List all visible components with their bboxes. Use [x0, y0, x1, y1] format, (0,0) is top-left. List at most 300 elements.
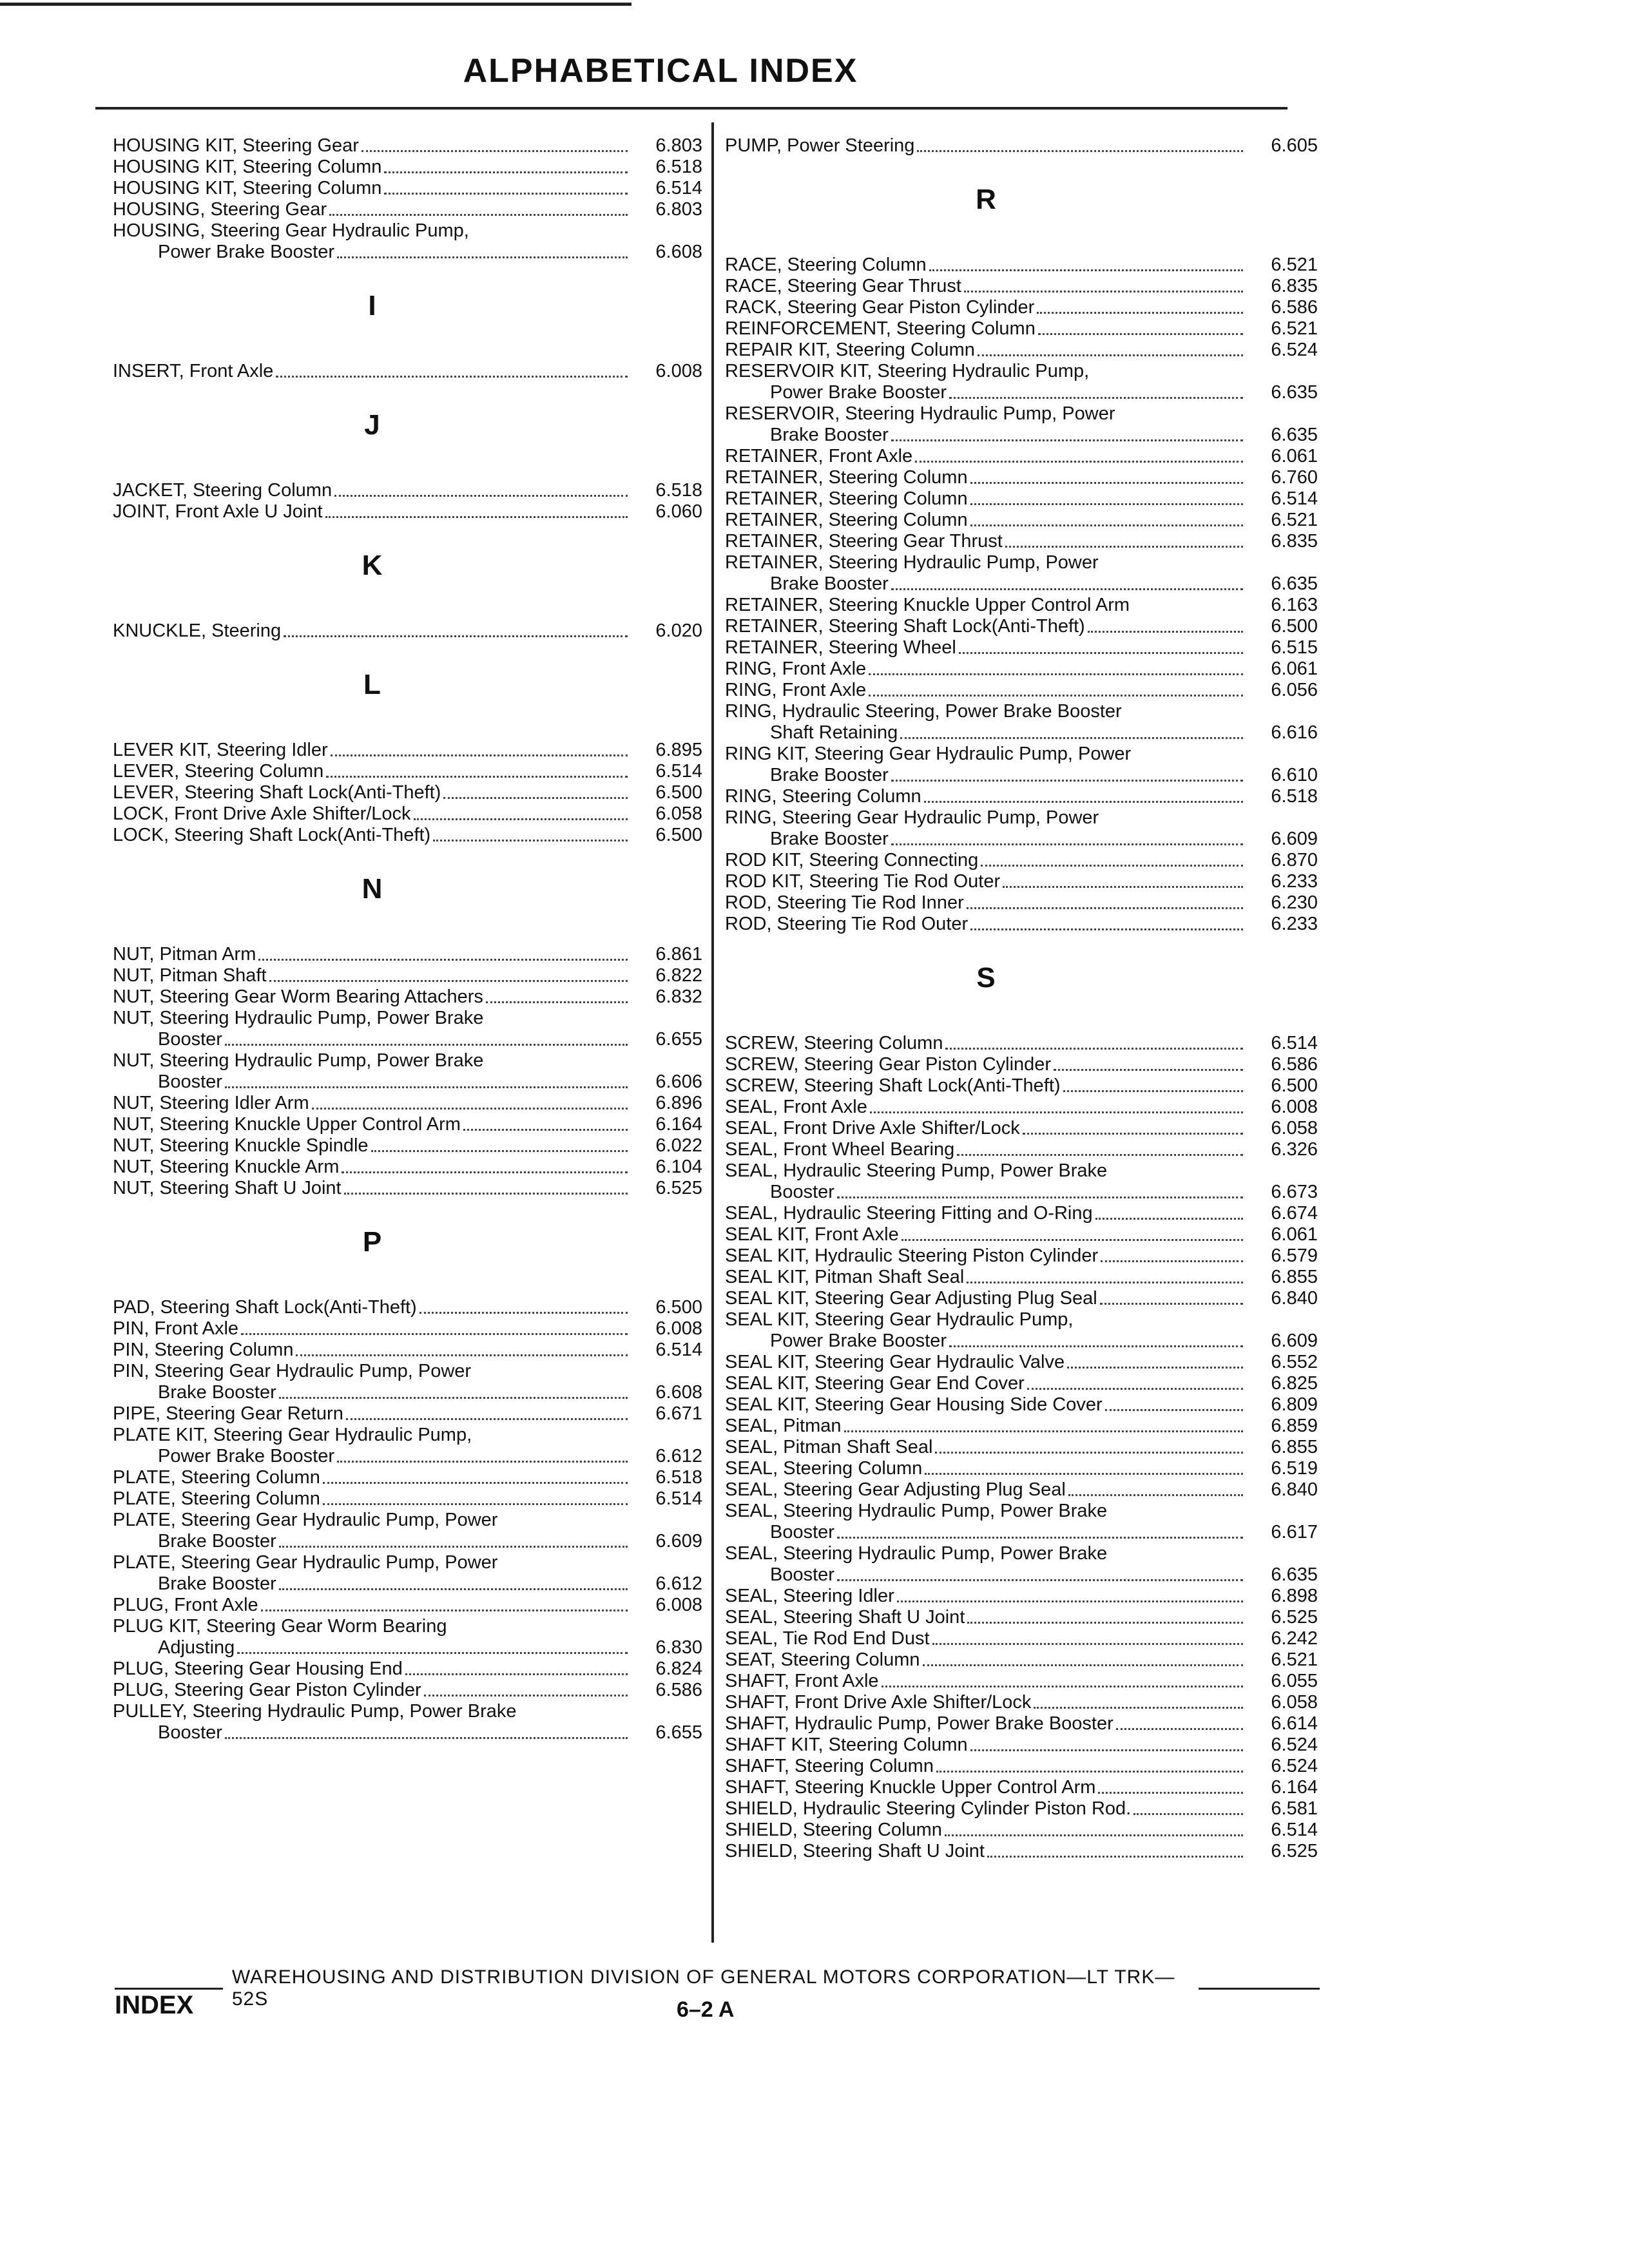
- index-entry-heading: [113, 1008, 702, 1029]
- index-entry-page: 6.586: [1271, 1054, 1318, 1075]
- index-entry-text: SHIELD, Steering Shaft U Joint: [725, 1841, 985, 1861]
- section-letter: S: [976, 962, 996, 994]
- dot-leader: [925, 1473, 1243, 1475]
- dot-leader: [414, 818, 628, 820]
- index-entry-page: 6.803: [655, 135, 702, 156]
- index-entry-page: 6.058: [1271, 1118, 1318, 1139]
- dot-leader: [346, 1418, 628, 1420]
- index-entry-page: 6.870: [1271, 850, 1318, 870]
- index-entry-page: 6.809: [1271, 1394, 1318, 1415]
- index-entry: [113, 1722, 702, 1744]
- index-entry-text: SHAFT KIT, Steering Column: [725, 1735, 968, 1755]
- dot-leader: [225, 1044, 628, 1046]
- dot-leader: [970, 524, 1243, 526]
- index-entry-page: 6.655: [655, 1029, 702, 1050]
- index-entry-text: RETAINER, Steering Wheel: [725, 637, 956, 658]
- index-entry-page: 6.518: [655, 157, 702, 177]
- dot-leader: [964, 291, 1243, 293]
- index-entry: [113, 1637, 702, 1658]
- index-entry-text: SHIELD, Steering Column: [725, 1820, 942, 1840]
- section-letter: P: [362, 1226, 382, 1258]
- index-entry-text: RETAINER, Steering Gear Thrust: [725, 531, 1003, 552]
- dot-leader: [1037, 312, 1243, 314]
- dot-leader: [337, 1461, 628, 1463]
- index-entry-page: 6.242: [1271, 1628, 1318, 1649]
- index-entry-text: HOUSING, Steering Gear: [113, 199, 327, 220]
- index-entry: [113, 1403, 702, 1425]
- index-entry-text: Brake Booster: [158, 1573, 276, 1594]
- dot-leader: [959, 652, 1243, 654]
- index-entry-page: 6.524: [1271, 1756, 1318, 1776]
- index-entry-page: 6.022: [655, 1135, 702, 1156]
- page-title: ALPHABETICAL INDEX: [463, 52, 858, 90]
- index-entry-page: 6.803: [655, 199, 702, 220]
- index-entry-page: 6.061: [1271, 658, 1318, 679]
- index-entry: [113, 480, 702, 501]
- index-entry: [113, 1114, 702, 1135]
- title-rule: [95, 107, 1287, 110]
- index-entry-text: Brake Booster: [158, 1382, 276, 1403]
- index-entry-page: 6.500: [655, 782, 702, 803]
- dot-leader: [870, 1111, 1243, 1113]
- footer-rule-left: [115, 1988, 223, 1990]
- index-entry-text: JACKET, Steering Column: [113, 480, 333, 501]
- index-entry-text: SEAL KIT, Steering Gear Adjusting Plug Seal: [725, 1288, 1097, 1309]
- index-entry-page: 6.655: [655, 1722, 702, 1743]
- index-entry-page: 6.164: [1271, 1777, 1318, 1798]
- index-entry: [725, 1182, 1318, 1203]
- index-entry: [725, 425, 1318, 446]
- index-entry-page: 6.058: [655, 803, 702, 824]
- index-entry: [725, 871, 1318, 892]
- index-entry-text: SHAFT, Front Drive Axle Shifter/Lock: [725, 1692, 1032, 1713]
- dot-leader: [1101, 1260, 1243, 1262]
- dot-leader: [897, 1600, 1243, 1602]
- index-entry: [725, 1586, 1318, 1607]
- index-entry: [113, 1072, 702, 1093]
- footer-section-label: INDEX: [115, 1991, 194, 2019]
- index-entry-page: 6.673: [1271, 1182, 1318, 1202]
- dot-leader: [225, 1737, 628, 1739]
- index-entry: [725, 595, 1318, 616]
- index-entry-text: Shaft Retaining: [770, 722, 898, 743]
- index-entry-page: 6.060: [655, 501, 702, 522]
- dot-leader: [949, 397, 1243, 399]
- index-entry-text: Booster: [770, 1182, 834, 1202]
- index-entry-page: 6.521: [1271, 255, 1318, 275]
- dot-leader: [935, 1452, 1243, 1454]
- index-entry: [725, 255, 1318, 276]
- index-entry: [725, 1267, 1318, 1288]
- index-entry: [113, 1446, 702, 1467]
- index-entry-text: INSERT, Front Axle: [113, 361, 274, 381]
- dot-leader: [325, 516, 628, 518]
- dot-leader: [915, 461, 1243, 463]
- index-entry-page: 6.230: [1271, 892, 1318, 913]
- dot-leader: [844, 1430, 1243, 1432]
- index-entry-heading: [725, 361, 1318, 382]
- dot-leader: [837, 1579, 1243, 1581]
- dot-leader: [326, 776, 628, 778]
- dot-leader: [279, 1588, 628, 1590]
- index-entry-page: 6.518: [655, 1467, 702, 1488]
- dot-leader: [323, 1503, 628, 1505]
- index-entry-heading: [725, 403, 1318, 425]
- index-entry: [113, 1658, 702, 1680]
- footer-page-number: 6–2 A: [677, 1997, 735, 2022]
- index-entry-text: NUT, Steering Knuckle Arm: [113, 1157, 340, 1177]
- dot-leader: [419, 1312, 628, 1314]
- index-entry-text: Brake Booster: [770, 765, 889, 785]
- index-entry-text: NUT, Steering Shaft U Joint: [113, 1178, 342, 1198]
- index-entry-page: 6.552: [1271, 1352, 1318, 1372]
- dot-leader: [225, 1086, 628, 1088]
- index-entry: [725, 1437, 1318, 1458]
- index-entry: [113, 740, 702, 761]
- index-entry: [113, 986, 702, 1008]
- index-entry-page: 6.609: [1271, 1331, 1318, 1351]
- index-entry-page: 6.635: [1271, 382, 1318, 403]
- dot-leader: [967, 1622, 1243, 1624]
- index-entry-page: 6.061: [1271, 446, 1318, 466]
- index-entry-page: 6.326: [1271, 1139, 1318, 1160]
- index-entry: [725, 1097, 1318, 1118]
- index-entry-text: NUT, Steering Hydraulic Pump, Power Brake: [113, 1050, 484, 1071]
- index-entry-page: 6.514: [655, 178, 702, 198]
- index-entry-page: 6.895: [655, 740, 702, 760]
- index-entry-text: PIN, Front Axle: [113, 1318, 239, 1339]
- index-entry: [725, 318, 1318, 340]
- dot-leader: [312, 1108, 628, 1110]
- index-entry: [113, 1093, 702, 1114]
- section-letter: R: [976, 184, 996, 215]
- index-entry-heading: [113, 1361, 702, 1382]
- dot-leader: [241, 1333, 628, 1335]
- dot-leader: [1023, 1133, 1243, 1135]
- index-entry: [725, 1607, 1318, 1628]
- index-entry-page: 6.835: [1271, 531, 1318, 552]
- index-entry-text: REINFORCEMENT, Steering Column: [725, 318, 1036, 339]
- index-entry-page: 6.609: [1271, 829, 1318, 849]
- index-entry-text: Power Brake Booster: [770, 1331, 947, 1351]
- index-entry: [725, 1394, 1318, 1416]
- index-entry-text: Booster: [158, 1072, 222, 1092]
- index-entry-text: PLUG, Front Axle: [113, 1595, 258, 1615]
- index-entry-text: NUT, Steering Knuckle Upper Control Arm: [113, 1114, 461, 1135]
- index-entry-page: 6.525: [1271, 1841, 1318, 1861]
- index-entry-text: Brake Booster: [770, 425, 889, 445]
- section-letter: N: [361, 873, 383, 905]
- index-entry: [725, 135, 1318, 157]
- index-entry-page: 6.614: [1271, 1713, 1318, 1734]
- index-entry-page: 6.896: [655, 1093, 702, 1113]
- section-letter: K: [361, 550, 383, 581]
- index-entry-page: 6.514: [655, 1488, 702, 1509]
- index-entry: [725, 1288, 1318, 1309]
- index-entry: [725, 1713, 1318, 1735]
- index-entry-text: SEAL, Steering Idler: [725, 1586, 894, 1606]
- index-entry-text: Brake Booster: [770, 829, 889, 849]
- index-entry-text: SHIELD, Hydraulic Steering Cylinder Piston Rod.: [725, 1798, 1132, 1819]
- dot-leader: [945, 1834, 1243, 1836]
- index-entry-page: 6.058: [1271, 1692, 1318, 1713]
- index-entry: [113, 1297, 702, 1318]
- index-entry: [113, 1318, 702, 1340]
- index-entry-heading: [113, 1425, 702, 1446]
- index-entry: [725, 446, 1318, 467]
- index-entry-page: 6.859: [1271, 1416, 1318, 1436]
- dot-leader: [1067, 1367, 1243, 1369]
- index-entry: [113, 965, 702, 986]
- index-entry: [725, 531, 1318, 552]
- index-entry-page: 6.855: [1271, 1437, 1318, 1457]
- index-entry: [725, 1671, 1318, 1692]
- index-entry: [113, 1531, 702, 1552]
- index-entry-page: 6.515: [1271, 637, 1318, 658]
- index-entry-heading: [725, 701, 1318, 722]
- index-entry-text: Booster: [770, 1564, 834, 1585]
- index-entry-page: 6.518: [1271, 786, 1318, 807]
- dot-leader: [433, 840, 628, 841]
- dot-leader: [891, 843, 1243, 845]
- index-entry-text: SCREW, Steering Gear Piston Cylinder: [725, 1054, 1052, 1075]
- index-entry-page: 6.500: [655, 1297, 702, 1318]
- index-entry: [113, 761, 702, 782]
- index-entry-page: 6.898: [1271, 1586, 1318, 1606]
- index-entry-page: 6.020: [655, 620, 702, 641]
- dot-leader: [837, 1196, 1243, 1198]
- dot-leader: [981, 865, 1243, 867]
- index-entry: [113, 1029, 702, 1050]
- index-entry: [725, 637, 1318, 658]
- dot-leader: [949, 1345, 1243, 1347]
- index-entry-page: 6.617: [1271, 1522, 1318, 1542]
- index-entry-page: 6.008: [1271, 1097, 1318, 1117]
- index-entry-text: ROD KIT, Steering Tie Rod Outer: [725, 871, 1001, 892]
- dot-leader: [967, 1282, 1243, 1283]
- index-entry-text: SEAL KIT, Steering Gear Hydraulic Valve: [725, 1352, 1065, 1372]
- index-entry-text: RACE, Steering Column: [725, 255, 927, 275]
- dot-leader: [344, 1193, 628, 1195]
- index-entry: [113, 1178, 702, 1199]
- index-entry-page: 6.008: [655, 1595, 702, 1615]
- dot-leader: [405, 1673, 628, 1675]
- index-entry: [113, 1382, 702, 1403]
- index-entry: [725, 1373, 1318, 1394]
- dot-leader: [970, 503, 1243, 505]
- index-entry-text: NUT, Pitman Shaft: [113, 965, 267, 986]
- index-entry-text: PUMP, Power Steering: [725, 135, 915, 156]
- index-entry-text: Power Brake Booster: [158, 242, 335, 262]
- index-entry-text: HOUSING KIT, Steering Column: [113, 157, 382, 177]
- index-entry: [725, 1458, 1318, 1479]
- index-entry-page: 6.008: [655, 1318, 702, 1339]
- index-entry-text: ROD, Steering Tie Rod Inner: [725, 892, 964, 913]
- index-entry: [725, 1075, 1318, 1097]
- index-entry-text: PLATE, Steering Gear Hydraulic Pump, Power: [113, 1552, 498, 1573]
- index-entry: [113, 944, 702, 965]
- footer-division-text: WAREHOUSING AND DISTRIBUTION DIVISION OF GENERAL MOTORS CORPORATION—LT TRK—52S: [231, 1966, 1175, 2010]
- index-entry: [725, 914, 1318, 935]
- dot-leader: [258, 959, 628, 961]
- index-entry-text: RESERVOIR KIT, Steering Hydraulic Pump,: [725, 361, 1090, 381]
- index-entry-page: 6.612: [655, 1573, 702, 1594]
- index-entry-page: 6.612: [655, 1446, 702, 1466]
- dot-leader: [334, 495, 628, 497]
- index-entry: [725, 765, 1318, 786]
- index-entry-heading: [725, 1543, 1318, 1564]
- index-entry-heading: [725, 807, 1318, 829]
- index-entry: [113, 1135, 702, 1157]
- index-entry: [725, 1522, 1318, 1543]
- index-entry-text: RING, Front Axle: [725, 658, 867, 679]
- index-entry-page: 6.635: [1271, 1564, 1318, 1585]
- dot-leader: [1098, 1792, 1243, 1794]
- index-entry-page: 6.855: [1271, 1267, 1318, 1287]
- index-entry: [725, 1628, 1318, 1649]
- index-entry-page: 6.514: [655, 761, 702, 782]
- index-entry-heading: [725, 1309, 1318, 1331]
- index-entry-heading: [725, 744, 1318, 765]
- index-entry-text: PLUG KIT, Steering Gear Worm Bearing: [113, 1616, 447, 1637]
- index-entry: [113, 1467, 702, 1488]
- dot-leader: [882, 1686, 1243, 1687]
- dot-leader: [329, 214, 628, 216]
- index-entry-page: 6.521: [1271, 1649, 1318, 1670]
- dot-leader: [987, 1856, 1243, 1858]
- top-rule: [0, 3, 631, 6]
- dot-leader: [1027, 1388, 1243, 1390]
- dot-leader: [936, 1771, 1243, 1773]
- dot-leader: [978, 354, 1243, 356]
- section-letter: J: [364, 409, 380, 441]
- index-entry: [725, 1224, 1318, 1245]
- index-entry-text: SEAL KIT, Front Axle: [725, 1224, 899, 1245]
- index-entry-heading: [113, 1552, 702, 1573]
- index-entry: [113, 1157, 702, 1178]
- index-entry: [725, 276, 1318, 297]
- index-entry: [725, 680, 1318, 701]
- index-entry: [725, 786, 1318, 807]
- index-entry: [113, 242, 702, 263]
- index-entry-page: 6.514: [1271, 1033, 1318, 1053]
- index-entry-text: JOINT, Front Axle U Joint: [113, 501, 323, 522]
- index-entry: [725, 1033, 1318, 1054]
- dot-leader: [486, 1001, 628, 1003]
- index-entry-text: RETAINER, Steering Column: [725, 467, 968, 488]
- dot-leader: [384, 171, 628, 173]
- index-entry-page: 6.605: [1271, 135, 1318, 156]
- index-entry-text: Booster: [158, 1029, 222, 1050]
- index-entry-page: 6.500: [655, 825, 702, 845]
- index-entry-text: PLATE KIT, Steering Gear Hydraulic Pump,: [113, 1425, 472, 1445]
- index-entry: [725, 382, 1318, 403]
- index-entry-text: SEAL, Steering Gear Adjusting Plug Seal: [725, 1479, 1066, 1500]
- index-entry: [725, 892, 1318, 914]
- dot-leader: [279, 1546, 628, 1548]
- index-entry-text: HOUSING, Steering Gear Hydraulic Pump,: [113, 220, 469, 241]
- index-entry-text: SEAL, Pitman Shaft Seal: [725, 1437, 933, 1457]
- index-entry: [113, 501, 702, 523]
- index-entry-text: SEAL, Hydraulic Steering Fitting and O-Ring: [725, 1203, 1093, 1224]
- index-entry-page: 6.163: [1271, 595, 1318, 615]
- index-entry-page: 6.061: [1271, 1224, 1318, 1245]
- index-entry-text: RETAINER, Steering Shaft Lock(Anti-Theft): [725, 616, 1085, 637]
- index-entry: [725, 1203, 1318, 1224]
- index-entry-text: NUT, Pitman Arm: [113, 944, 256, 965]
- index-entry-text: SEAL KIT, Steering Gear End Cover: [725, 1373, 1025, 1394]
- index-entry-text: PAD, Steering Shaft Lock(Anti-Theft): [113, 1297, 417, 1318]
- index-entry: [725, 1649, 1318, 1671]
- dot-leader: [1068, 1494, 1243, 1496]
- index-entry: [725, 1777, 1318, 1798]
- index-entry-text: SHAFT, Steering Column: [725, 1756, 934, 1776]
- index-entry: [725, 722, 1318, 744]
- dot-leader: [331, 754, 628, 756]
- index-entry-text: Booster: [158, 1722, 222, 1743]
- dot-leader: [967, 907, 1243, 909]
- index-entry: [725, 658, 1318, 680]
- index-entry-page: 6.581: [1271, 1798, 1318, 1819]
- dot-leader: [1088, 631, 1243, 633]
- index-entry-text: RACE, Steering Gear Thrust: [725, 276, 961, 296]
- index-entry-page: 6.830: [655, 1637, 702, 1658]
- dot-leader: [891, 588, 1243, 590]
- index-entry-text: REPAIR KIT, Steering Column: [725, 340, 975, 360]
- index-entry-text: RING, Steering Column: [725, 786, 921, 807]
- index-entry-text: NUT, Steering Knuckle Spindle: [113, 1135, 369, 1156]
- index-entry-heading: [113, 1510, 702, 1531]
- index-entry-page: 6.514: [655, 1340, 702, 1360]
- index-entry: [725, 1564, 1318, 1586]
- index-entry: [725, 1820, 1318, 1841]
- index-entry-heading: [725, 552, 1318, 573]
- index-entry-page: 6.635: [1271, 425, 1318, 445]
- index-entry-text: SEAL, Hydraulic Steering Pump, Power Brake: [725, 1160, 1108, 1181]
- index-entry-text: RETAINER, Steering Knuckle Upper Control Arm: [725, 595, 1130, 615]
- index-entry: [725, 297, 1318, 318]
- index-entry-text: PIN, Steering Column: [113, 1340, 294, 1360]
- index-entry-text: LEVER KIT, Steering Idler: [113, 740, 328, 760]
- dot-leader: [869, 673, 1243, 675]
- dot-leader: [917, 150, 1243, 152]
- dot-leader: [1063, 1090, 1243, 1092]
- index-entry-page: 6.008: [655, 361, 702, 381]
- index-entry: [113, 135, 702, 157]
- index-entry: [725, 1054, 1318, 1075]
- index-column-left: [113, 135, 702, 1744]
- dot-leader: [957, 1154, 1243, 1156]
- dot-leader: [970, 928, 1243, 930]
- index-entry: [725, 1245, 1318, 1267]
- section-letter: L: [363, 669, 381, 700]
- dot-leader: [1038, 333, 1243, 335]
- index-entry-page: 6.635: [1271, 573, 1318, 594]
- index-entry-text: SEAL, Tie Rod End Dust: [725, 1628, 930, 1649]
- dot-leader: [443, 797, 628, 799]
- index-entry-page: 6.233: [1271, 914, 1318, 934]
- index-entry-text: SHAFT, Hydraulic Pump, Power Brake Booster: [725, 1713, 1113, 1734]
- dot-leader: [901, 1239, 1243, 1241]
- index-entry-page: 6.606: [655, 1072, 702, 1092]
- index-entry: [725, 1352, 1318, 1373]
- index-entry-page: 6.519: [1271, 1458, 1318, 1479]
- index-entry-text: SEAL, Front Drive Axle Shifter/Lock: [725, 1118, 1020, 1139]
- dot-leader: [276, 376, 628, 378]
- section-letter: I: [368, 290, 376, 322]
- index-entry: [113, 620, 702, 642]
- footer-rule-right: [1199, 1988, 1320, 1990]
